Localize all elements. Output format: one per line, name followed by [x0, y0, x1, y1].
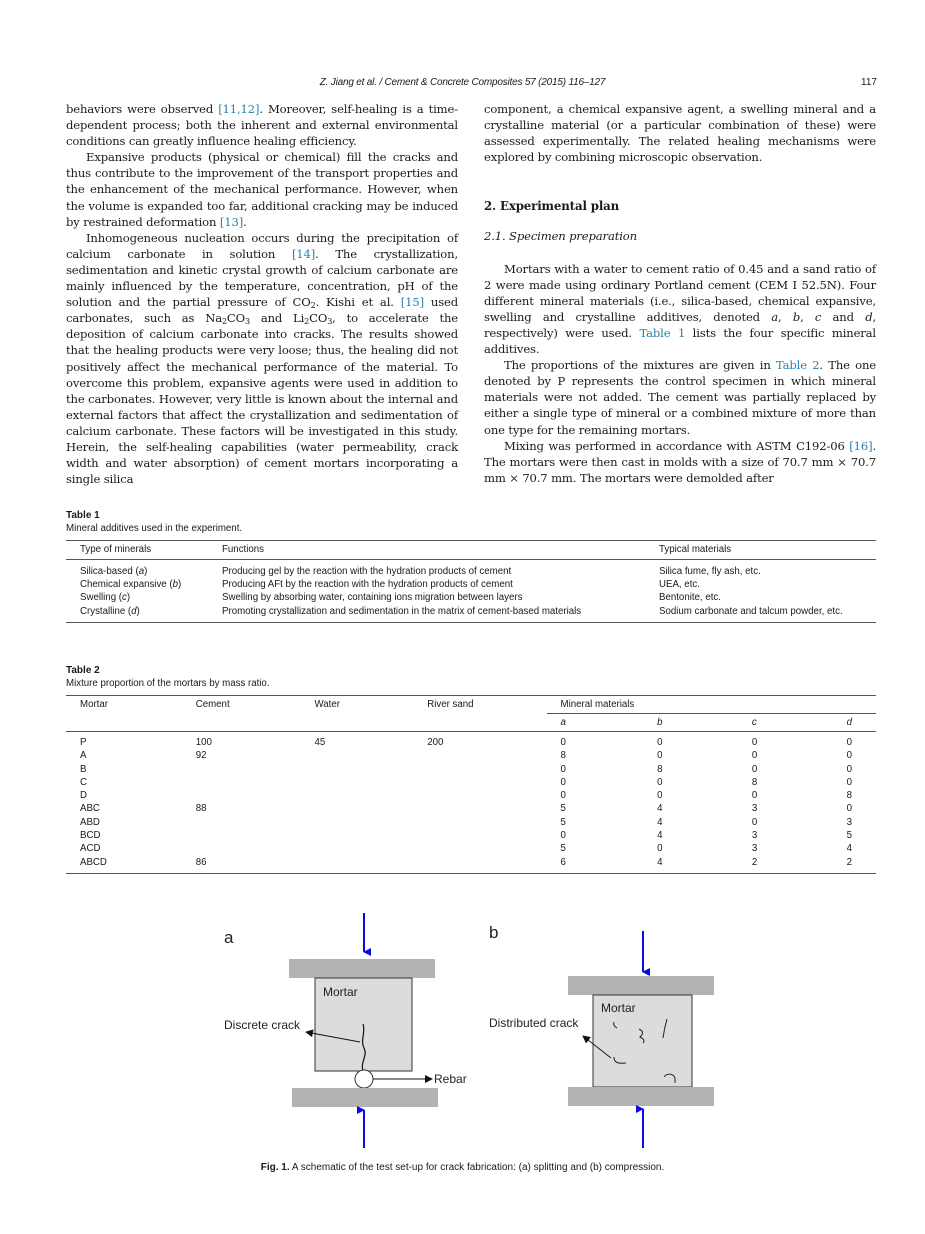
- table-cell: 4: [657, 803, 663, 815]
- table-cell: [182, 789, 301, 802]
- table-cell: ABC: [80, 803, 100, 815]
- table-header-row: [66, 541, 876, 560]
- table-cell: 92: [195, 750, 207, 762]
- table-cell: D: [80, 790, 87, 802]
- table-cell: [413, 856, 546, 874]
- text: , to accelerate the deposition of calcium carbonate into cracks. The results showed that the healing products were very loose; thus, the healing did not positively affect the mechanical performance of the material. To overcome this problem, expansive agents were used in addition to the carbonates. However, very little is known about the internal and external factors that affect the crystallization and sedimentation of calcium carbonate. These factors will be investigated in this study. Herein, the self-healing capabilities (water permeability, crack width and water absorption) of cement mortars incorporating a single silica: [66, 311, 459, 487]
- bottom-platen: [292, 1088, 438, 1107]
- figure-caption: [0, 1162, 925, 1173]
- table-row: [66, 763, 876, 776]
- table-cell: 0: [560, 790, 566, 802]
- paragraph: [66, 230, 458, 488]
- citation-link[interactable]: [15]: [400, 295, 424, 310]
- table-cell: [182, 829, 301, 842]
- subscript: 2: [304, 317, 310, 327]
- table-cell: 45: [314, 737, 326, 748]
- table-row: [66, 856, 876, 874]
- table-cell: A: [80, 750, 87, 762]
- table-cell: 0: [751, 763, 758, 775]
- table-cell: 0: [751, 750, 758, 762]
- table-cell: 0: [657, 750, 663, 762]
- top-platen: [289, 959, 435, 978]
- rebar-label: Rebar: [434, 1072, 467, 1086]
- table-row: [66, 732, 876, 750]
- table-caption: Mineral additives used in the experiment.: [66, 523, 243, 534]
- subscript: 3: [327, 317, 333, 327]
- text: . The crystallization, sedimentation and kinetic crystal growth of calcium carbonate are mainly influenced by the temperature, concentration, pH of the solution and the partial pressure of CO: [66, 246, 458, 310]
- citation-link[interactable]: [11,12]: [218, 102, 260, 116]
- subscript: 2: [221, 317, 227, 327]
- text: . The mortars were then cast in molds with a size of 70.7 mm × 70.7 mm × 70.7 mm. The mortars were demolded after: [484, 438, 876, 485]
- cell-function: Promoting crystallization and sedimentation in the matrix of cement-based materials: [222, 605, 582, 617]
- table-cell: [413, 749, 546, 762]
- column-header: Cement: [195, 699, 230, 710]
- cell-function: Swelling by absorbing water, containing ions migration between layers: [222, 592, 523, 604]
- table-cell: 5: [560, 816, 566, 828]
- table-label: Table 2: [66, 665, 100, 676]
- table-cell: 4: [657, 816, 663, 828]
- text: .: [243, 214, 247, 229]
- left-column: [66, 101, 458, 487]
- table-row: [66, 560, 876, 579]
- table-cell: 3: [751, 830, 758, 842]
- panel-b: [489, 923, 714, 1148]
- table-cell: 200: [427, 737, 444, 748]
- table-cell: 2: [751, 856, 758, 868]
- panel-a-label: a: [224, 928, 234, 947]
- right-column: [484, 101, 876, 486]
- cell-materials: UEA, etc.: [659, 579, 700, 591]
- table-cell: 2: [846, 856, 852, 868]
- table-cell: 0: [846, 750, 852, 762]
- text: and Li: [249, 311, 305, 326]
- table-cell: 8: [560, 750, 566, 762]
- text: behaviors were observed: [66, 102, 219, 116]
- figure-caption-text: A schematic of the test set-up for crack fabrication: (a) splitting and (b) compression.: [289, 1162, 665, 1173]
- table-cell: 8: [846, 790, 852, 802]
- bottom-platen: [568, 1087, 714, 1106]
- figure-label: Fig. 1.: [260, 1162, 290, 1173]
- mortar-label: Mortar: [601, 1001, 636, 1015]
- table-cell: [413, 763, 546, 776]
- table-cell: 5: [560, 803, 566, 815]
- table-cell: B: [80, 763, 87, 775]
- cell-materials: Bentonite, etc.: [659, 592, 721, 604]
- table-cell: 86: [195, 856, 207, 868]
- table-cell: [300, 816, 413, 829]
- table-row: [66, 842, 876, 855]
- table-cell: [413, 789, 546, 802]
- distributed-crack-label: Distributed crack: [489, 1016, 579, 1030]
- cell-function: Producing AFt by the reaction with the hydration products of cement: [222, 579, 513, 591]
- table-cell: [300, 776, 413, 789]
- subcolumn-header: c: [738, 714, 833, 732]
- table-cell: [182, 776, 301, 789]
- table-cell: [300, 763, 413, 776]
- table-cell: [182, 842, 301, 855]
- subscript: 3: [245, 317, 250, 327]
- table-cell: [413, 842, 546, 855]
- table-cell: 4: [657, 856, 663, 868]
- mixture-proportion-table: [66, 695, 876, 874]
- text: lists the four specific mineral additives.: [484, 325, 876, 357]
- table-row: [66, 802, 876, 815]
- subscript: 2: [310, 301, 316, 311]
- table-cell: 0: [560, 763, 566, 775]
- citation-link[interactable]: [16]: [849, 438, 873, 453]
- table-row: [66, 829, 876, 842]
- table-cell: [182, 763, 301, 776]
- cell-type: Silica-based (a): [80, 566, 148, 577]
- journal-citation: Z. Jiang et al. / Cement & Concrete Composites 57 (2015) 116–127: [319, 77, 606, 88]
- table-cell: [300, 829, 413, 842]
- panel-b-label: b: [489, 923, 499, 942]
- table-label: Table 1: [66, 510, 100, 521]
- table-cell: [413, 816, 546, 829]
- paragraph: [484, 357, 876, 437]
- paragraph: component, a chemical expansive agent, a swelling mineral and a crystalline material (or a particular combination of these) were assessed experimentally. The related healing mechanisms were explored by combining microscopic observation.: [484, 102, 876, 165]
- table-2: [66, 664, 876, 874]
- paragraph: [484, 438, 876, 486]
- subsection-heading: 2.1. Specimen preparation: [484, 229, 637, 244]
- text: Mixing was performed in accordance with ASTM C192-06: [504, 438, 850, 453]
- cell-materials: Silica fume, fly ash, etc.: [659, 566, 761, 577]
- table-row: [66, 789, 876, 802]
- table-cell: 0: [657, 776, 663, 788]
- table-cell: 0: [560, 776, 566, 788]
- table-row: [66, 591, 876, 604]
- table-subheader-row: [66, 714, 876, 732]
- text: ,: [800, 309, 815, 324]
- table-link[interactable]: Table 1: [639, 325, 686, 340]
- table-cell: [300, 842, 413, 855]
- table-cell: 4: [846, 843, 852, 855]
- table-cell: 3: [751, 803, 758, 815]
- table-row: [66, 749, 876, 762]
- discrete-crack-label: Discrete crack: [224, 1018, 301, 1032]
- symbol: d: [865, 309, 873, 324]
- table-cell: 0: [657, 843, 663, 855]
- table-row: [66, 776, 876, 789]
- subcolumn-header: b: [643, 714, 738, 732]
- table-cell: 88: [195, 803, 207, 815]
- table-cell: 5: [560, 843, 566, 855]
- table-cell: 6: [560, 856, 566, 868]
- schematic-diagram: [0, 905, 925, 1165]
- table-cell: [182, 816, 301, 829]
- table-cell: [413, 802, 546, 815]
- text: The proportions of the mixtures are given in: [504, 358, 776, 373]
- text: . Kishi et al.: [315, 295, 401, 310]
- table-cell: 0: [657, 737, 663, 748]
- table-cell: 4: [657, 830, 663, 842]
- text: ,: [777, 309, 793, 324]
- cell-function: Producing gel by the reaction with the hydration products of cement: [222, 566, 512, 577]
- table-cell: 0: [751, 737, 758, 748]
- column-header: Mortar: [80, 699, 108, 710]
- table-cell: [413, 776, 546, 789]
- citation-link[interactable]: [13]: [219, 214, 244, 229]
- cell-type: Crystalline (d): [80, 605, 140, 617]
- table-cell: ACD: [80, 843, 101, 855]
- table-row: [66, 605, 876, 623]
- table-cell: 3: [751, 843, 758, 855]
- table-header-row: [66, 696, 876, 714]
- column-header: Water: [314, 699, 340, 710]
- text: CO: [309, 311, 328, 326]
- table-cell: 0: [560, 737, 566, 748]
- subcolumn-header: d: [833, 714, 876, 732]
- text: Mortars with a water to cement ratio of 0.45 and a sand ratio of 2 were made using ordinary Portland cement (CEM I 52.5N). Four different mineral materials (i.e., silica-based, chemical expansive, swelling and crystalline additives, denoted: [484, 261, 876, 324]
- section-heading: 2. Experimental plan: [484, 199, 620, 214]
- table-cell: P: [80, 737, 87, 748]
- cell-type: Chemical expansive (b): [80, 579, 182, 591]
- table-cell: [300, 749, 413, 762]
- symbol: b: [792, 309, 801, 324]
- text: . The one denoted by P represents the control specimen in which mineral materials were not added. The cement was partially replaced by either a single type of mineral or a combined mixture of more than one type for the remaining mortars.: [484, 358, 876, 437]
- table-cell: 5: [846, 830, 852, 842]
- symbol: a: [771, 309, 778, 324]
- table-cell: ABD: [80, 816, 100, 828]
- top-platen: [568, 976, 714, 995]
- table-row: [66, 578, 876, 591]
- text: Inhomogeneous nucleation occurs during the precipitation of calcium carbonate in solution: [66, 230, 458, 261]
- table-cell: 0: [560, 830, 566, 842]
- text: . Moreover, self-healing is a time-dependent process; both the inherent and external environmental conditions can greatly influence healing efficiency.: [66, 102, 459, 149]
- table-cell: C: [80, 776, 87, 788]
- column-header: Functions: [208, 541, 645, 560]
- symbol: c: [814, 309, 822, 324]
- panel-a: [224, 913, 467, 1148]
- text: , respectively) were used.: [484, 309, 877, 340]
- table-cell: 8: [657, 763, 663, 775]
- column-header: River sand: [427, 699, 474, 710]
- table-row: [66, 816, 876, 829]
- paragraph: [484, 261, 876, 358]
- table-cell: BCD: [80, 830, 101, 842]
- table-cell: [413, 829, 546, 842]
- paragraph: [66, 101, 458, 149]
- rebar-circle-icon: [355, 1070, 373, 1088]
- cell-materials: Sodium carbonate and talcum powder, etc.: [659, 605, 843, 617]
- table-cell: 0: [846, 776, 852, 788]
- table-cell: 0: [751, 816, 758, 828]
- table-cell: 0: [657, 790, 663, 802]
- mineral-additives-table: [66, 540, 876, 623]
- table-1: [66, 509, 876, 623]
- table-caption: Mixture proportion of the mortars by mass ratio.: [66, 678, 270, 689]
- column-header: Type of minerals: [66, 541, 208, 560]
- table-cell: [300, 802, 413, 815]
- table-cell: 0: [846, 737, 852, 748]
- table-cell: 0: [751, 790, 758, 802]
- table-link[interactable]: Table 2: [775, 358, 820, 373]
- text: CO: [226, 311, 245, 326]
- table-cell: 8: [751, 776, 758, 788]
- cell-type: Swelling (c): [80, 592, 131, 604]
- subcolumn-header: a: [547, 714, 644, 732]
- table-cell: 0: [846, 763, 852, 775]
- mortar-label: Mortar: [323, 985, 358, 999]
- table-cell: 100: [195, 737, 212, 748]
- text: Expansive products (physical or chemical) fill the cracks and thus contribute to the improvement of the transport properties and the enhancement of the mechanical performance. However, when the volume is expanded too far, additional cracking may be induced by restrained deformation: [66, 150, 458, 229]
- table-cell: ABCD: [80, 856, 107, 868]
- table-cell: [300, 789, 413, 802]
- column-header-group: Mineral materials: [560, 699, 635, 710]
- page-number: 117: [861, 77, 877, 88]
- figure-1: [0, 905, 925, 1165]
- text: used carbonates, such as Na: [66, 295, 459, 326]
- table-cell: [300, 856, 413, 874]
- column-header: Typical materials: [645, 541, 876, 560]
- text: and: [821, 309, 866, 324]
- citation-link[interactable]: [14]: [291, 246, 316, 261]
- table-cell: 3: [846, 816, 852, 828]
- paragraph: [66, 149, 458, 229]
- table-cell: 0: [846, 803, 852, 815]
